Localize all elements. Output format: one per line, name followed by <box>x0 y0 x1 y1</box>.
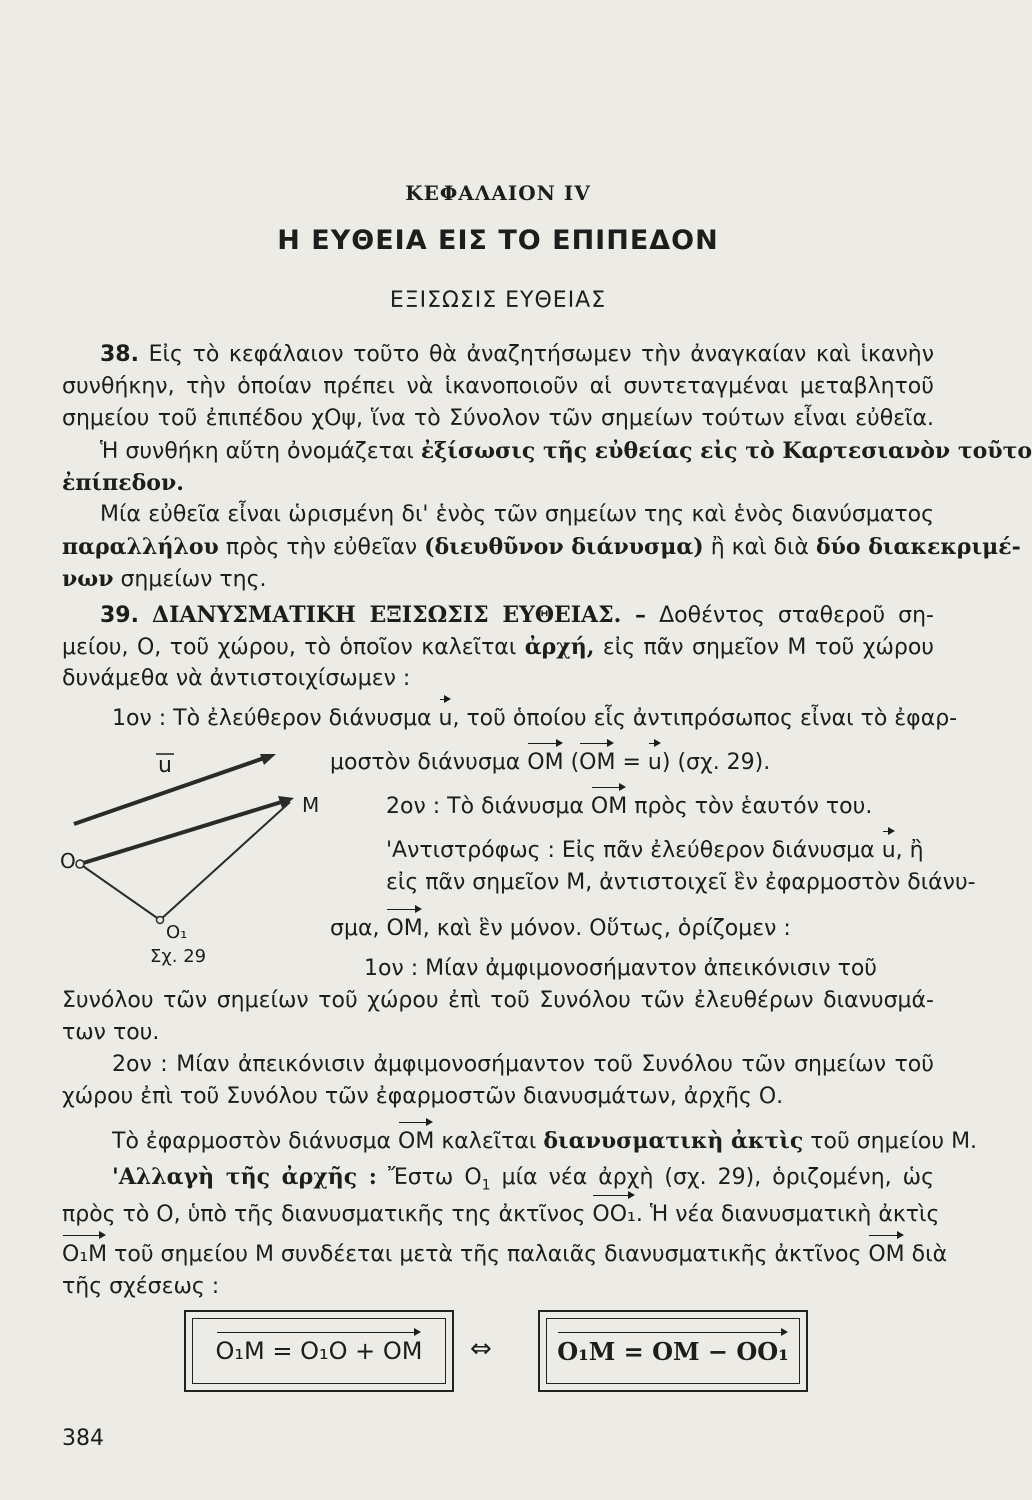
p39-text: Τὸ ἐφαρμοστὸν διάνυσμα <box>112 1129 392 1154</box>
p39-text: πρὸς τὸ Ο, ὑπὸ τῆς διανυσματικῆς της ἀκτῖνος <box>62 1202 586 1227</box>
point-O1 <box>157 917 164 924</box>
equals-sign: = <box>615 750 648 775</box>
p39-bold-term: διανυσματικὴ ἀκτὶς <box>543 1128 804 1154</box>
formula-right: O₁M = OM − OO₁ <box>557 1336 789 1366</box>
p39-text: . Ἡ νέα διανυσματικὴ ἀκτὶς <box>635 1202 940 1227</box>
p38-line-1 <box>62 340 934 370</box>
p39-text: 'Αντιστρόφως : Εἰς πᾶν ἐλεύθερον διάνυσμα <box>386 838 875 863</box>
p39-line-8: εἰς πᾶν σημεῖον Μ, ἀντιστοιχεῖ ἓν ἐφαρμοστὸν διάνυ- <box>386 870 976 895</box>
paren-open: ( <box>570 750 580 775</box>
p38-number: 38. <box>100 342 139 367</box>
vector-OM: OM <box>868 1240 904 1270</box>
p39-line-5 <box>330 748 930 778</box>
page-number: 384 <box>62 1426 104 1451</box>
p39-line-15 <box>62 1126 978 1157</box>
p39-line-16 <box>62 1162 934 1200</box>
p39-text: καλεῖται <box>441 1129 537 1154</box>
vector-OM: OM <box>527 748 563 778</box>
equivalence-arrow-icon: ⇔ <box>470 1334 492 1364</box>
p39-text: μία νέα ἀρχὴ (σχ. 29), ὁριζομένη, ὡς <box>501 1165 935 1190</box>
p39-text: Δοθέντος σταθεροῦ ση- <box>659 603 935 628</box>
p39-text: τοῦ σημείου Μ. <box>810 1129 978 1154</box>
p39-text: εἰς πᾶν σημεῖον Μ τοῦ χώρου <box>602 635 935 660</box>
p39-line-1 <box>62 600 934 631</box>
p38-text: Ἡ συνθήκη αὕτη ὀνομάζεται <box>100 439 414 464</box>
p39-line-12: των του. <box>62 1020 160 1045</box>
p38-line-5: ἐπίπεδον. <box>62 470 184 496</box>
vector-u: u <box>648 748 662 778</box>
p39-text: , ἢ <box>895 838 924 863</box>
subscript: 1 <box>481 1177 491 1194</box>
p39-line-18 <box>62 1240 948 1270</box>
p39-line-19: τῆς σχέσεως : <box>62 1274 220 1299</box>
vector-OM: OM <box>591 792 627 822</box>
p39-text: μοστὸν διάνυσμα <box>330 750 521 775</box>
p38-line-7 <box>62 532 1021 563</box>
chapter-title: Η ΕΥΘΕΙΑ ΕΙΣ ΤΟ ΕΠΙΠΕΔΟΝ <box>277 225 719 256</box>
p38-line-4 <box>62 436 1032 467</box>
p38-text: Μία εὐθεῖα εἶναι ὡρισμένη δι' ἑνὸς τῶν σημείων της καὶ ἑνὸς διανύσματος <box>100 502 934 527</box>
vector-OM: OM <box>579 748 615 778</box>
formula-box-right <box>538 1310 808 1392</box>
section-title: ΕΞΙΣΩΣΙΣ ΕΥΘΕΙΑΣ <box>389 288 607 313</box>
p39-text: 2ον : Μίαν ἀπεικόνισιν ἀμφιμονοσήμαντον τοῦ Συνόλου τῶν σημείων τοῦ <box>112 1052 934 1077</box>
p39-line-13 <box>62 1050 934 1080</box>
p39-line-17 <box>62 1200 940 1230</box>
figure-label-O1: O₁ <box>166 922 188 943</box>
p39-line-10: 1ον : Μίαν ἀμφιμονοσήμαντον ἀπεικόνισιν τοῦ <box>364 956 878 981</box>
p39-text: Ἔστω Ο <box>387 1165 482 1190</box>
vector-OM: OM <box>398 1127 434 1157</box>
formula-left: O₁M = O₁O + OM <box>215 1337 423 1365</box>
p39-text: μείου, Ο, τοῦ χώρου, τὸ ὁποῖον καλεῖται <box>62 635 517 660</box>
p38-text: σημείων της. <box>120 567 267 592</box>
p39-text: διὰ <box>911 1242 948 1267</box>
p39-heading: ΔΙΑΝΥΣΜΑΤΙΚΗ ΕΞΙΣΩΣΙΣ ΕΥΘΕΙΑΣ. – <box>152 602 647 628</box>
p39-line-14: χώρου ἐπὶ τοῦ Συνόλου τῶν ἐφαρμοστῶν διανυσμάτων, ἀρχῆς Ο. <box>62 1084 784 1109</box>
p39-line-6 <box>386 792 926 822</box>
p38-text: ἢ καὶ διὰ <box>710 535 809 560</box>
figure-label-M: M <box>302 793 320 817</box>
p39-text: τοῦ σημείου Μ συνδέεται μετὰ τῆς παλαιᾶς διανυσματικῆς ἀκτῖνος <box>114 1242 862 1267</box>
p39-line-2 <box>62 632 934 663</box>
figure-caption: Σχ. 29 <box>150 946 207 967</box>
p38-text: πρὸς τὴν εὐθεῖαν <box>225 535 418 560</box>
p38-line-8 <box>62 564 934 595</box>
figure-29 <box>50 740 340 980</box>
p39-line-3: δυνάμεθα νὰ ἀντιστοιχίσωμεν : <box>62 666 411 691</box>
p39-text: 2ον : Τὸ διάνυσμα <box>386 794 584 819</box>
arrowhead-icon <box>260 754 276 765</box>
vector-u: u <box>439 704 453 734</box>
p38-bold-term: (διευθῦνον διάνυσμα) <box>424 534 704 560</box>
p39-number: 39. <box>100 603 139 628</box>
p39-text: 1ον : Τὸ ἐλεύθερον διάνυσμα <box>112 706 432 731</box>
vector-O1M: O₁M <box>62 1240 107 1270</box>
p39-line-11: Συνόλου τῶν σημείων τοῦ χώρου ἐπὶ τοῦ Συνόλου τῶν ἐλευθέρων διανυσμά- <box>62 988 934 1013</box>
p39-line-9 <box>330 914 930 944</box>
segment-O-O1 <box>80 864 160 920</box>
p38-line-6 <box>62 500 934 530</box>
p38-line-2: συνθήκην, τὴν ὁποίαν πρέπει νὰ ἱκανοποιοῦν αἱ συντεταγμέναι μεταβλητοῦ <box>62 374 934 399</box>
p38-bold-term: παραλλήλου <box>62 534 219 560</box>
p38-bold-term: νων <box>62 566 114 592</box>
formula-box-left <box>184 1310 454 1392</box>
p39-text: , τοῦ ὁποίου εἷς ἀντιπρόσωπος εἶναι τὸ ἐφαρ- <box>452 706 958 731</box>
figure-label-u: u <box>158 753 172 778</box>
p39-text: (σχ. 29). <box>677 750 771 775</box>
p39-bold-term: ἀρχή, <box>524 634 595 660</box>
vector-OM: OM <box>386 914 422 944</box>
p39-text: πρὸς τὸν ἑαυτόν του. <box>634 794 873 819</box>
p38-text: Εἰς τὸ κεφάλαιον τοῦτο θὰ ἀναζητήσωμεν τὴν ἀναγκαίαν καὶ ἱκανὴν <box>148 342 934 367</box>
p39-line-4 <box>62 704 958 734</box>
p39-text: σμα, <box>330 916 380 941</box>
p38-bold-term: δύο διακεκριμέ- <box>815 534 1021 560</box>
figure-label-O: O <box>60 849 76 873</box>
vector-OO1: OO₁ <box>592 1200 635 1230</box>
point-O <box>76 860 84 868</box>
p39-text: , καὶ ἓν μόνον. Οὕτως, ὁρίζομεν : <box>422 916 791 941</box>
chapter-label: ΚΕΦΑΛΑΙΟΝ ΙV <box>405 181 591 205</box>
p38-bold-term: ἐξίσωσις τῆς εὐθείας εἰς τὸ Καρτεσιανὸν τοῦτο <box>420 438 1032 464</box>
p39-bold-term: 'Αλλαγὴ τῆς ἀρχῆς : <box>112 1164 377 1190</box>
vector-u: u <box>882 836 896 866</box>
p39-line-7 <box>386 836 926 866</box>
paren-close: ) <box>661 750 671 775</box>
p38-line-3: σημείου τοῦ ἐπιπέδου χΟψ, ἵνα τὸ Σύνολον τῶν σημείων τούτων εἶναι εὐθεῖα. <box>62 406 934 431</box>
